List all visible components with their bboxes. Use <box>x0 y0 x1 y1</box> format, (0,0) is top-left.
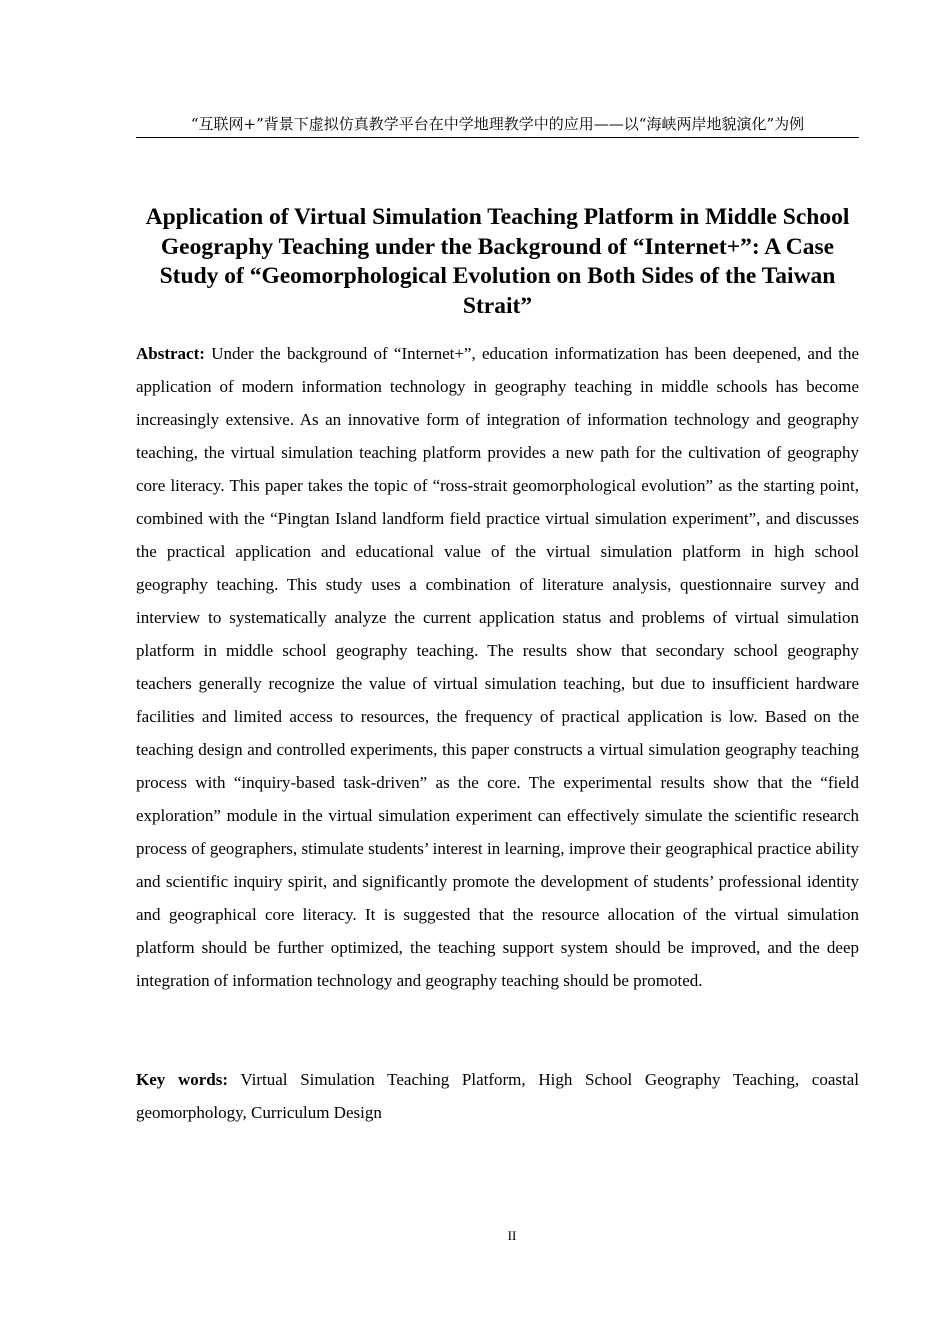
abstract-paragraph <box>136 337 859 997</box>
paper-title: Application of Virtual Simulation Teaching Platform in Middle School Geography Teaching under the Background of “Internet+”: A Case Study of “Geomorphological Evolution on Both Sides of the Taiwan Strait” <box>145 204 850 319</box>
keywords-text: Virtual Simulation Teaching Platform, High School Geography Teaching, coastal geomorphology, Curriculum Design <box>136 1070 860 1122</box>
abstract-text: Under the background of “Internet+”, education informatization has been deepened, and the application of modern information technology in geography teaching in middle schools has become increasingly extensive. As an innovative form of integration of information technology and geography teaching, the virtual simulation teaching platform provides a new path for the cultivation of geography core literacy. This paper takes the topic of “ross-strait geomorphological evolution” as the starting point, combined with the “Pingtan Island landform field practice virtual simulation experiment”, and discusses the practical application and educational value of the virtual simulation platform in high school geography teaching. This study uses a combination of literature analysis, questionnaire survey and interview to systematically analyze the current application status and problems of virtual simulation platform in middle school geography teaching. The results show that secondary school geography teachers generally recognize the value of virtual simulation teaching, but due to insufficient hardware facilities and limited access to resources, the frequency of practical application is low. Based on the teaching design and controlled experiments, this paper constructs a virtual simulation geography teaching process with “inquiry-based task-driven” as the core. The experimental results show that the “field exploration” module in the virtual simulation experiment can effectively simulate the scientific research process of geographers, stimulate students’ interest in learning, improve their geographical practice ability and scientific inquiry spirit, and significantly promote the development of students’ professional identity and geographical core literacy. It is suggested that the resource allocation of the virtual simulation platform should be further optimized, the teaching support system should be improved, and the deep integration of information technology and geography teaching should be promoted. <box>136 344 859 990</box>
page-number: II <box>507 1228 517 1243</box>
keywords-paragraph <box>136 1063 859 1129</box>
running-header: “互联网+”背景下虚拟仿真教学平台在中学地理教学中的应用——以“海峡两岸地貌演化”为例 <box>136 114 859 138</box>
abstract-label: Abstract: <box>136 344 205 363</box>
keywords-label: Key words: <box>136 1070 229 1089</box>
